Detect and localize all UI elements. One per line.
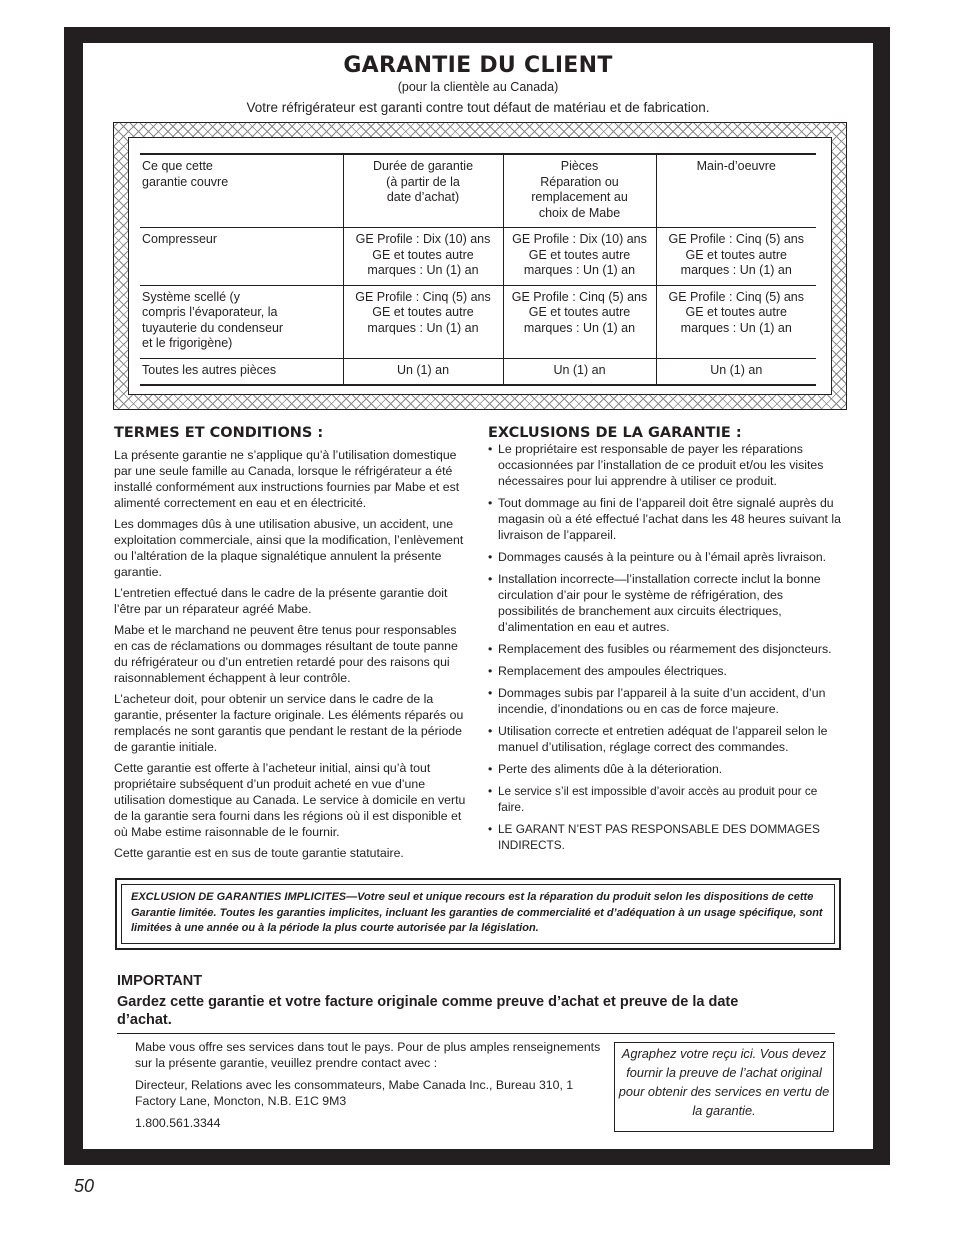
table-cell: Pièces Réparation ou remplacement au choix de Mabe [503, 154, 656, 228]
warranty-table [140, 153, 816, 386]
table-cell: Un (1) an [343, 358, 503, 385]
table-cell: GE Profile : Cinq (5) ans GE et toutes autre marques : Un (1) an [656, 228, 816, 286]
table-row [140, 228, 816, 286]
contact-block [135, 1039, 615, 1137]
table-cell: GE Profile : Cinq (5) ans GE et toutes autre marques : Un (1) an [343, 285, 503, 358]
list-item: • Perte des aliments dûe à la déterioration. [487, 761, 843, 777]
exclusions-list [487, 441, 843, 859]
list-item: • Dommages causés à la peinture ou à l’émail après livraison. [487, 549, 843, 565]
table-cell: Un (1) an [503, 358, 656, 385]
list-item: • Utilisation correcte et entretien adéquat de l’appareil selon le manuel d’utilisation, réglage correct des commandes. [487, 723, 843, 755]
list-item: • Installation incorrecte—l’installation correcte inclut la bonne circulation d’air pour le système de réfrigération, des possibilités de branchement aux circuits électriques, d’alimentation en eau et autres. [487, 571, 843, 635]
celtic-border [113, 122, 847, 410]
terms-paragraph: Les dommages dûs à une utilisation abusive, un accident, une exploitation commerciale, ainsi que la modification, l’enlèvement ou l’altération de la plaque signalétique annulent la présente garantie. [114, 517, 464, 579]
contact-address: Directeur, Relations avec les consommateurs, Mabe Canada Inc., Bureau 310, 1 Factory Lane, Moncton, N.B. E1C 9M3 [135, 1078, 574, 1108]
terms-paragraph: L’entretien effectué dans le cadre de la présente garantie doit l’être par un réparateur agréé Mabe. [114, 586, 448, 616]
table-header-row [140, 154, 816, 228]
table-cell: Toutes les autres pièces [140, 358, 343, 385]
list-item: • Remplacement des ampoules électriques. [487, 663, 843, 679]
table-cell: GE Profile : Dix (10) ans GE et toutes autre marques : Un (1) an [503, 228, 656, 286]
page-number: 50 [74, 1176, 95, 1196]
table-cell: Ce que cette garantie couvre [140, 154, 343, 228]
table-cell: Un (1) an [656, 358, 816, 385]
table-cell: Système scellé (y compris l’évaporateur, la tuyauterie du condenseur et le frigorigène) [140, 285, 343, 358]
list-item: • Dommages subis par l’appareil à la suite d’un accident, d’un incendie, d’inondations ou en cas de force majeure. [487, 685, 843, 717]
exclusions-heading: EXCLUSIONS DE LA GARANTIE : [488, 425, 742, 441]
table-cell: Compresseur [140, 228, 343, 286]
table-row [140, 358, 816, 385]
contact-intro: Mabe vous offre ses services dans tout le pays. Pour de plus amples renseignements sur la présente garantie, veuillez prendre contact avec : [135, 1040, 601, 1070]
terms-paragraph: La présente garantie ne s’applique qu’à l’utilisation domestique par une seule famille au Canada, lorsque le réfrigérateur a été installé conformément aux instructions fournies par Mabe et est alimenté correctement en eau et en électricité. [114, 448, 460, 510]
page-title: GARANTIE DU CLIENT [343, 53, 613, 78]
warranty-panel [82, 42, 874, 1150]
table-cell: Durée de garantie (à partir de la date d’achat) [343, 154, 503, 228]
contact-phone: 1.800.561.3344 [135, 1116, 221, 1130]
page-subtitle: (pour la clientèle au Canada) [397, 80, 559, 94]
terms-column [114, 447, 472, 866]
implied-exclusion-box [115, 878, 841, 950]
divider [117, 1033, 835, 1034]
list-item: • Le propriétaire est responsable de payer les réparations occasionnées par l’installation de ce produit et/ou les visites nécessaires pour lui apprendre à utiliser ce produit. [487, 441, 843, 489]
table-cell: Main-d’oeuvre [656, 154, 816, 228]
table-cell: GE Profile : Dix (10) ans GE et toutes autre marques : Un (1) an [343, 228, 503, 286]
table-cell: GE Profile : Cinq (5) ans GE et toutes autre marques : Un (1) an [503, 285, 656, 358]
coverage-line: Votre réfrigérateur est garanti contre tout défaut de matériau et de fabrication. [246, 100, 710, 115]
list-item: • Tout dommage au fini de l’appareil doit être signalé auprès du magasin où a été effectué l’achat dans les 48 heures suivant la livraison de l’appareil. [487, 495, 843, 543]
terms-paragraph: Cette garantie est offerte à l’acheteur initial, ainsi qu’à tout propriétaire subséquent d’un produit acheté en vue d’une utilisation domestique au Canada. Le service à domicile en vertu de la garantie sera fourni dans les régions où il est disponible et où Mabe estime raisonnable de le fournir. [114, 761, 466, 839]
table-row [140, 285, 816, 358]
list-item: • Le service s’il est impossible d’avoir accès au produit pour ce faire. [487, 783, 843, 815]
list-item: • LE GARANT N’EST PAS RESPONSABLE DES DOMMAGES INDIRECTS. [487, 821, 843, 853]
list-item: • Remplacement des fusibles ou réarmement des disjoncteurs. [487, 641, 843, 657]
staple-receipt-box: Agraphez votre reçu ici. Vous devez fournir la preuve de l’achat original pour obtenir des services en vertu de la garantie. [614, 1042, 834, 1132]
table-cell: GE Profile : Cinq (5) ans GE et toutes autre marques : Un (1) an [656, 285, 816, 358]
terms-paragraph: Mabe et le marchand ne peuvent être tenus pour responsables en cas de réclamations ou dommages résultant de toute panne du réfrigérateur ou d’un entretien retardé pour des raisons qui raisonnablement échappent à leur contrôle. [114, 623, 458, 685]
page-frame [64, 27, 890, 1165]
important-heading: IMPORTANT [117, 973, 203, 989]
terms-paragraph: Cette garantie est en sus de toute garantie statutaire. [114, 846, 404, 860]
terms-heading: TERMES ET CONDITIONS : [114, 425, 324, 441]
important-text: Gardez cette garantie et votre facture originale comme preuve d’achat et preuve de la date d’achat. [117, 994, 739, 1028]
implied-exclusion-text: EXCLUSION DE GARANTIES IMPLICITES—Votre seul et unique recours est la réparation du produit selon les dispositions de cette Garantie limitée. Toutes les garanties implicites, incluant les garanties de commercialité et d’adéquation à un usage spécifique, sont limitées à une année ou à la période la plus courte autorisée par la législation. [121, 884, 835, 944]
terms-paragraph: L’acheteur doit, pour obtenir un service dans le cadre de la garantie, présenter la facture originale. Les éléments réparés ou remplacés ne sont garantis que pendant le restant de la période de garantie initiale. [114, 692, 464, 754]
